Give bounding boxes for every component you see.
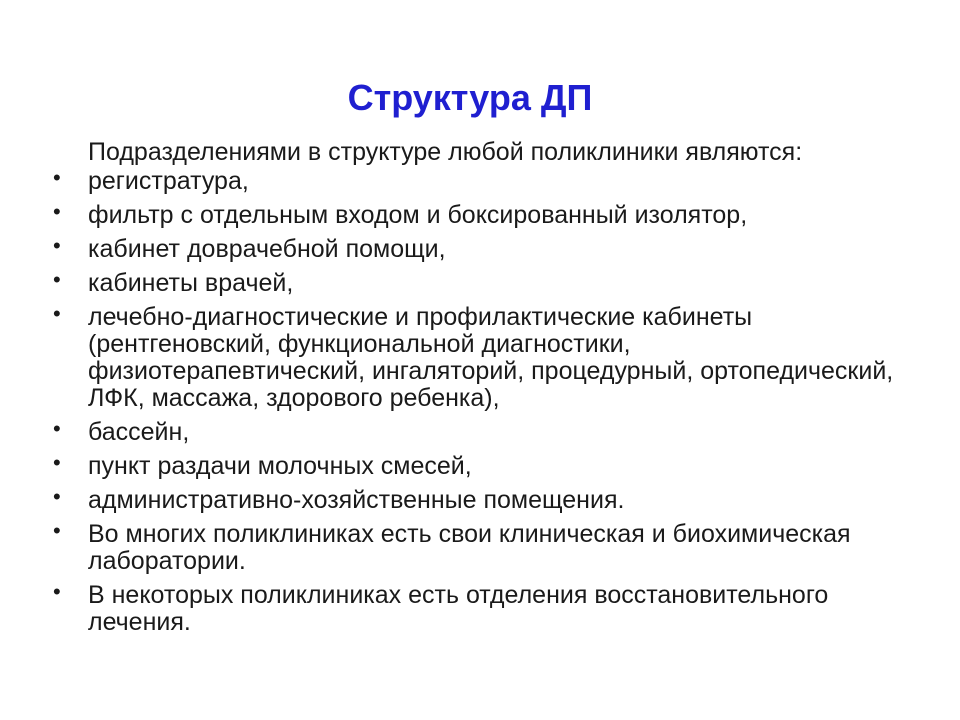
bullet-icon: • [53, 233, 61, 258]
list-item [0, 165, 900, 195]
intro-text: Подразделениями в структуре любой поликлиники являются: [88, 138, 803, 166]
bullet-icon: • [53, 165, 61, 190]
list-item-text: фильтр с отдельным входом и боксированный изолятор, [88, 201, 748, 229]
bullet-icon: • [53, 301, 61, 326]
list-item-text: пункт раздачи молочных смесей, [88, 452, 472, 480]
bullet-icon: • [53, 416, 61, 441]
list-item-text: Во многих поликлиниках есть свои клиническая и биохимическая лаборатории. [88, 520, 851, 575]
bullet-icon: • [53, 579, 61, 604]
list-item-text: бассейн, [88, 418, 190, 446]
list-item [0, 518, 900, 575]
list-item-text: кабинеты врачей, [88, 269, 294, 297]
list-item [0, 416, 900, 446]
bullet-icon: • [53, 199, 61, 224]
list-item-text: лечебно-диагностические и профилактические кабинеты (рентгеновский, функциональной диагностики, физиотерапевтический, ингаляторий, процедурный, ортопедический, ЛФК, массажа, здорового ребенка), [88, 303, 894, 412]
list-item [0, 484, 900, 514]
bullet-icon: • [53, 518, 61, 543]
list-item [0, 199, 900, 229]
list-item-text: административно-хозяйственные помещения. [88, 486, 625, 514]
bullet-icon: • [53, 450, 61, 475]
list-item-text: кабинет доврачебной помощи, [88, 235, 446, 263]
list-item [0, 579, 900, 636]
bullet-icon: • [53, 267, 61, 292]
list-item-text: В некоторых поликлиниках есть отделения восстановительного лечения. [88, 581, 829, 636]
list-item [0, 301, 900, 412]
bullet-icon: • [53, 484, 61, 509]
list-item-text: регистратура, [88, 167, 249, 195]
list-item [0, 233, 900, 263]
list-item [0, 450, 900, 480]
bullet-list [0, 165, 900, 643]
slide-title: Структура ДП [347, 77, 593, 118]
list-item [0, 267, 900, 297]
